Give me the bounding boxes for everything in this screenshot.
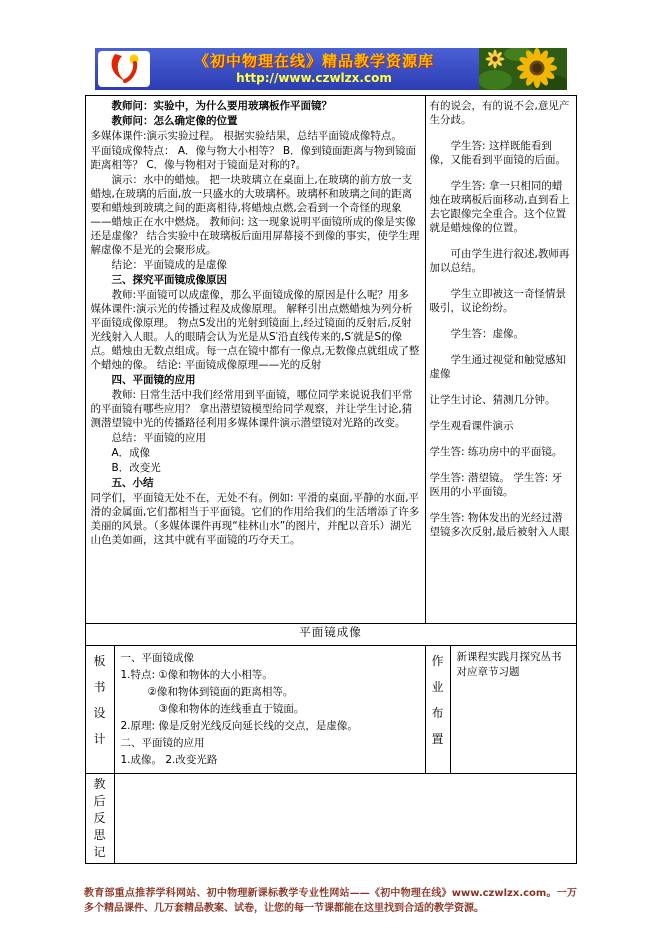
student-activity-text bbox=[430, 99, 572, 539]
board-line: 一、平面镜成像 bbox=[120, 652, 194, 664]
student-response-paragraph: 学生答: 练功房中的平面镜。 bbox=[429, 446, 563, 458]
footer-promo-text: 教育部重点推荐学科网站、初中物理新课标教学专业性网站——《初中物理在线》www.czwlzx.com。一万多个精品课件、几万套精品教案、试卷，让您的每一节课都能在这里找到合适的教学资源。 bbox=[84, 888, 577, 914]
teacher-note-paragraph: 同学们，平面镜无处不在，无处不有。例如: 平滑的桌面,平静的水面,平滑的金属面,它们都相当于平面镜。它们的作用给我们的生活增添了许多美丽的风景。（多媒体课件再现“桂林山水”的图片，并配以音乐）湖光山色美如画，这其中就有平面镜的巧夺天工。 bbox=[90, 492, 420, 546]
student-response-paragraph: 学生答: 这样既能看到像，又能看到平面镜的后面。 bbox=[429, 140, 566, 166]
board-line: ③像和物体的连线垂直于镜面。 bbox=[158, 703, 305, 715]
student-response-paragraph: 学生立即被这一奇怪情景吸引，议论纷纷。 bbox=[429, 288, 566, 314]
board-design-text bbox=[121, 650, 419, 768]
student-response-paragraph: 可由学生进行叙述,教师再加以总结。 bbox=[429, 248, 570, 274]
homework-label: 作业布置 bbox=[425, 646, 450, 774]
board-line: 1.成像。 2.改变光路 bbox=[120, 754, 218, 766]
student-response-paragraph: 有的说会，有的说不会,意见产生分歧。 bbox=[429, 100, 570, 126]
reflection-content-cell bbox=[114, 774, 576, 864]
site-url-link[interactable]: http://www.czwlzx.com bbox=[236, 70, 392, 85]
student-activity-cell bbox=[425, 96, 576, 624]
teacher-note-paragraph: 教师问：实验中，为什么要用玻璃板作平面镜？ bbox=[111, 100, 332, 112]
board-design-cell bbox=[114, 646, 425, 774]
student-response-paragraph: 学生答: 拿一只相同的蜡烛在玻璃板后面移动,直到看上去它跟像完全重合。这个位置就是蜡烛像的位置。 bbox=[429, 180, 570, 234]
teacher-note-paragraph: 总结：平面镜的应用 bbox=[111, 432, 206, 444]
board-line: ②像和物体到镜面的距离相等。 bbox=[147, 686, 294, 698]
board-line: 二、平面镜的应用 bbox=[120, 737, 205, 749]
board-design-label: 板书设计 bbox=[85, 646, 114, 774]
sunflower-image bbox=[479, 48, 567, 90]
flame-logo-icon bbox=[101, 51, 147, 87]
site-banner bbox=[95, 48, 567, 90]
teacher-note-paragraph: 教师: 日常生活中我们经常用到平面镜，哪位同学来说说我们平常的平面镜有哪些应用？ 拿出潜望镜模型给同学观察，并让学生讨论,猜测潜望镜中光的传播路径利用多媒体课件演示潜望镜对光路的改变。 bbox=[90, 389, 413, 429]
site-logo bbox=[98, 51, 150, 87]
board-line: 2.原理: 像是反射光线反向延长线的交点，是虚像。 bbox=[120, 720, 358, 732]
site-title: 《初中物理在线》精品教学资源库 bbox=[193, 52, 434, 71]
student-response-paragraph: 学生答：虚像。 bbox=[450, 328, 524, 340]
lesson-plan-table bbox=[85, 95, 577, 864]
teaching-process-text bbox=[91, 99, 420, 547]
board-line: 1.特点: ①像和物体的大小相等。 bbox=[120, 669, 273, 681]
student-response-paragraph: 让学生讨论、猜测几分钟。 bbox=[429, 394, 556, 406]
student-response-paragraph: 学生观看课件演示 bbox=[429, 420, 514, 432]
student-response-paragraph: 学生通过视觉和触觉感知虚像 bbox=[429, 354, 566, 380]
teacher-note-paragraph: 演示：水中的蜡烛。 把一块玻璃立在桌面上,在玻璃的前方放一支蜡烛,在玻璃的后面,放一只盛水的大玻璃杯。玻璃杯和玻璃之间的距离要和蜡烛到玻璃之间的距离相待,将蜡烛点燃,会看到一个奇怪的现象——蜡烛正在水中燃烧。 教师问: 这一现象说明平面镜所成的像是实像还是虚像？ 结合实验中在玻璃板后面用屏幕接不到像的事实，使学生理解虚像不是光的会聚形成。 bbox=[90, 174, 420, 256]
teacher-note-paragraph: 平面镜成像特点： A．像与物大小相等？ B．像到镜面距离与物到镜面距离相等？ C．像与物相对于镜面是对称的?。 bbox=[90, 145, 417, 171]
teacher-note-paragraph: 教师问：怎么确定像的位置 bbox=[111, 115, 238, 127]
board-title: 平面镜成像 bbox=[85, 624, 576, 646]
teacher-note-paragraph: 多媒体课件:演示实验过程。 根据实验结果，总结平面镜成像特点。 bbox=[90, 130, 402, 142]
teacher-note-paragraph: 教师:平面镜可以成虚像，那么平面镜成像的原因是什么呢？用多媒体课件:演示光的传播过程及成像原理。 解释引出点燃蜡烛为列分析平面镜成像原理。 物点S发出的光射到镜面上,经过镜面的反射后,反射光线射入人眼。人的眼睛会认为光是从S′沿直线传来的,S′就是S的像点。蜡烛由无数点组成。每一点在镜中都有一像点,无数像点就组成了整个蜡烛的像。 结论: 平面镜成像原理——光的反射 bbox=[90, 289, 420, 371]
reflection-label: 教后反思记 bbox=[85, 774, 114, 864]
banner-text-block bbox=[150, 53, 479, 85]
student-response-paragraph: 学生答: 物体发出的光经过潜望镜多次反射,最后被射入人眼 bbox=[429, 512, 570, 538]
teacher-note-paragraph: A．成像 bbox=[111, 447, 151, 459]
teacher-note-paragraph: 三、探究平面镜成像原因 bbox=[111, 274, 227, 286]
teacher-note-paragraph: 五、小结 bbox=[111, 477, 154, 489]
teacher-note-paragraph: 结论：平面镜成的是虚像 bbox=[111, 259, 227, 271]
student-response-paragraph: 学生答: 潜望镜。 学生答: 牙医用的小平面镜。 bbox=[429, 472, 563, 498]
teacher-note-paragraph: 四、平面镜的应用 bbox=[111, 374, 196, 386]
teacher-note-paragraph: B．改变光 bbox=[111, 462, 161, 474]
teaching-process-cell bbox=[85, 96, 425, 624]
homework-content: 新课程实践月探究丛书对应章节习题 bbox=[450, 646, 576, 774]
